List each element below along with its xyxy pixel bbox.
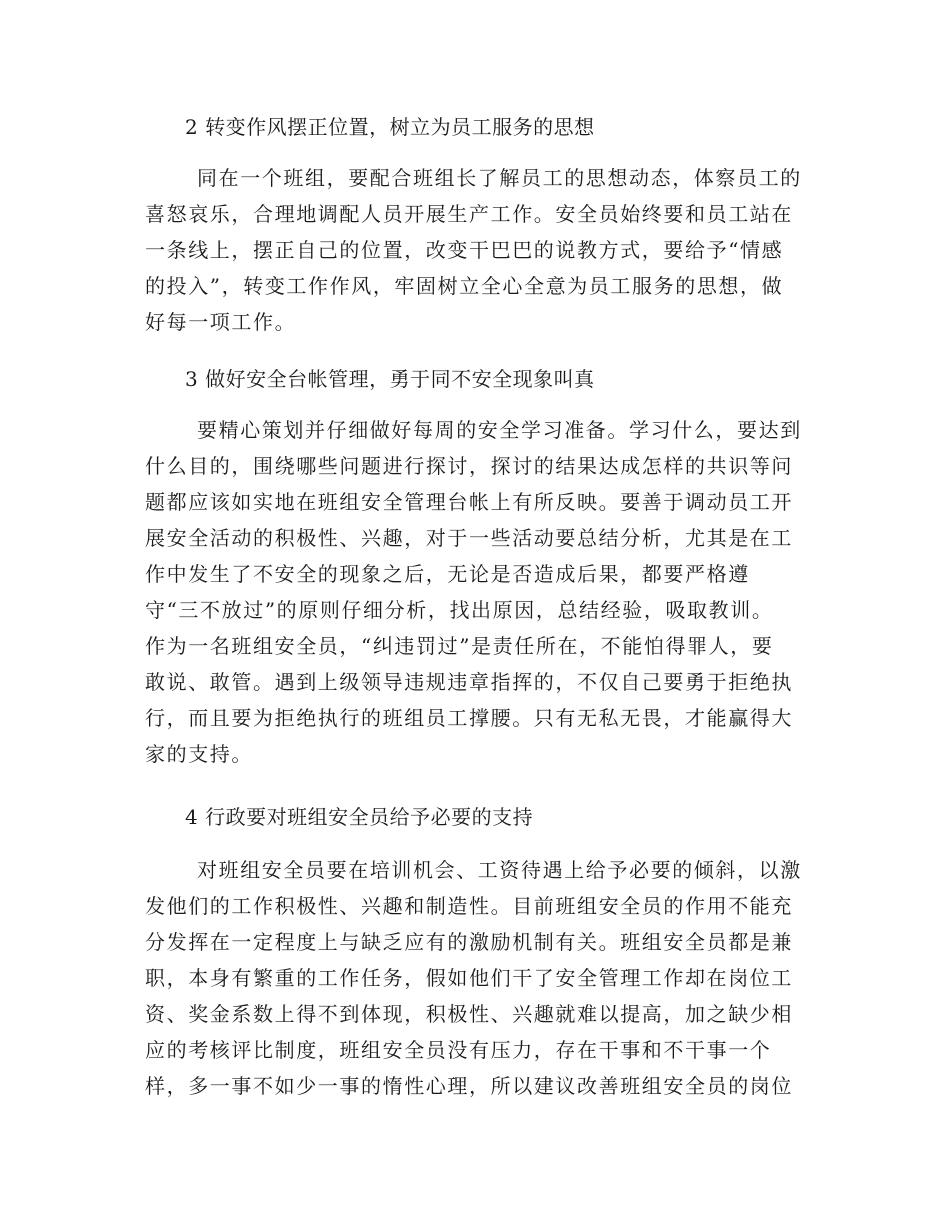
paragraph-line: 守“三不放过”的原则仔细分析，找出原因，总结经验，吸取教训。 <box>145 598 774 622</box>
paragraph-line: 资、奖金系数上得不到体现，积极性、兴趣就难以提高，加之缺少相 <box>145 1002 793 1026</box>
section-paragraph-3 <box>145 412 810 772</box>
paragraph-line: 敢说、敢管。遇到上级领导违规违章指挥的，不仅自己要勇于拒绝执 <box>145 670 793 694</box>
paragraph-line: 行，而且要为拒绝执行的班组员工撑腰。只有无私无畏，才能赢得大 <box>145 706 793 730</box>
section-heading-2: 2 转变作风摆正位置，树立为员工服务的思想 <box>185 115 595 139</box>
section-paragraph-2 <box>145 160 810 340</box>
paragraph-line: 对班组安全员要在培训机会、工资待遇上给予必要的倾斜，以激 <box>197 858 802 882</box>
paragraph-line: 题都应该如实地在班组安全管理台帐上有所反映。要善于调动员工开 <box>145 490 793 514</box>
paragraph-line: 作为一名班组安全员，“纠违罚过”是责任所在，不能怕得罪人，要 <box>145 634 774 658</box>
paragraph-line: 什么目的，围绕哪些问题进行探讨，探讨的结果达成怎样的共识等问 <box>145 454 793 478</box>
paragraph-line: 样，多一事不如少一事的惰性心理，所以建议改善班组安全员的岗位 <box>145 1074 793 1098</box>
paragraph-line: 展安全活动的积极性、兴趣，对于一些活动要总结分析，尤其是在工 <box>145 526 793 550</box>
paragraph-line: 同在一个班组，要配合班组长了解员工的思想动态，体察员工的 <box>197 166 802 190</box>
paragraph-line: 喜怒哀乐，合理地调配人员开展生产工作。安全员始终要和员工站在 <box>145 202 793 226</box>
paragraph-line: 家的支持。 <box>145 742 253 766</box>
paragraph-line: 好每一项工作。 <box>145 310 297 334</box>
paragraph-line: 一条线上，摆正自己的位置，改变干巴巴的说教方式，要给予“情感 <box>145 238 784 262</box>
section-heading-3: 3 做好安全台帐管理，勇于同不安全现象叫真 <box>185 367 595 391</box>
paragraph-line: 的投入”，转变工作作风，牢固树立全心全意为员工服务的思想，做 <box>145 274 784 298</box>
paragraph-line: 要精心策划并仔细做好每周的安全学习准备。学习什么，要达到 <box>197 418 802 442</box>
paragraph-line: 分发挥在一定程度上与缺乏应有的激励机制有关。班组安全员都是兼 <box>145 930 793 954</box>
section-heading-4: 4 行政要对班组安全员给予必要的支持 <box>185 805 534 829</box>
section-paragraph-4 <box>145 852 810 1104</box>
paragraph-line: 发他们的工作积极性、兴趣和制造性。目前班组安全员的作用不能充 <box>145 894 793 918</box>
paragraph-line: 应的考核评比制度，班组安全员没有压力，存在干事和不干事一个 <box>145 1038 772 1062</box>
paragraph-line: 作中发生了不安全的现象之后，无论是否造成后果，都要严格遵 <box>145 562 750 586</box>
paragraph-line: 职，本身有繁重的工作任务，假如他们干了安全管理工作却在岗位工 <box>145 966 793 990</box>
